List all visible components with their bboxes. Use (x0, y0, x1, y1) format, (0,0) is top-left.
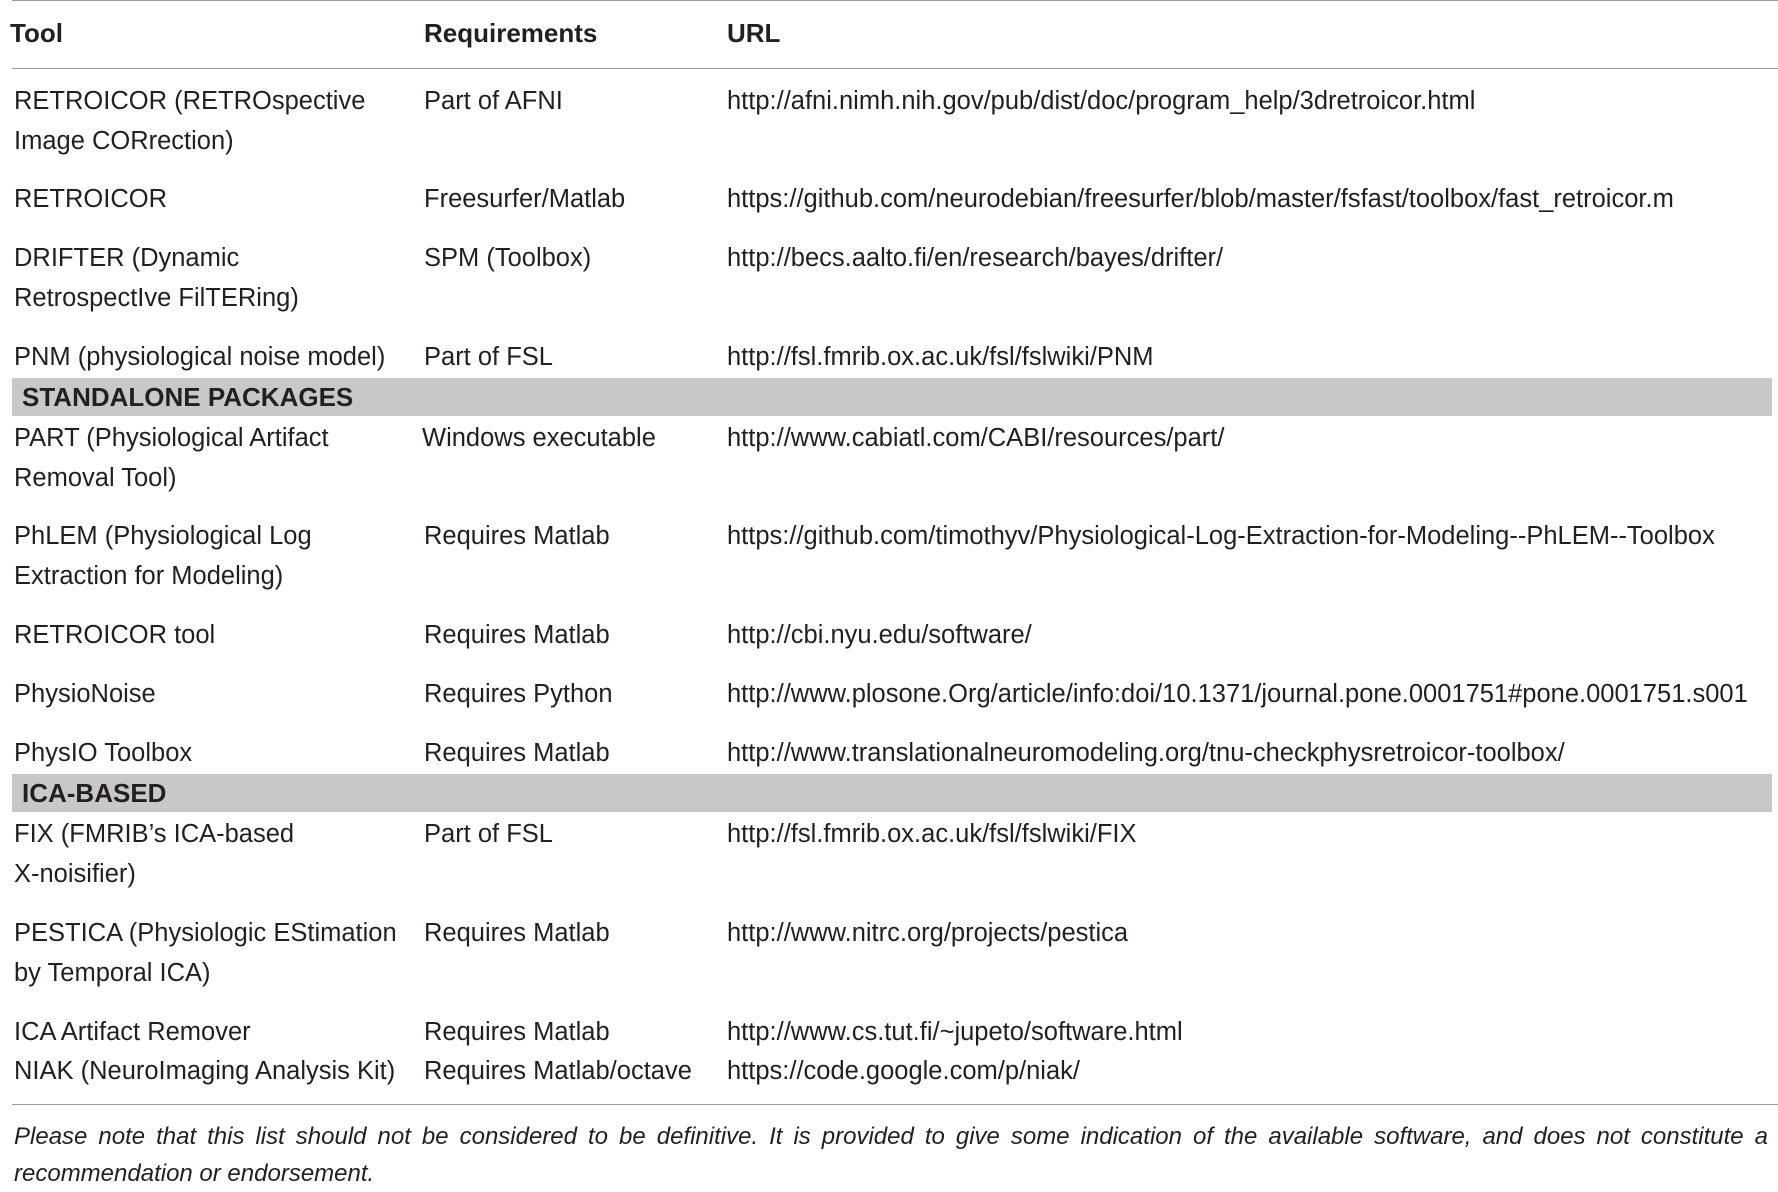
section-label: STANDALONE PACKAGES (22, 382, 354, 412)
tool-cell: NIAK (NeuroImaging Analysis Kit) (14, 1057, 396, 1085)
url-cell: https://github.com/timothyv/Physiological-Log-Extraction-for-Modeling--PhLEM--Toolbox (727, 522, 1715, 550)
tool-cell: PESTICA (Physiologic EStimation by Temporal ICA) (14, 919, 397, 987)
requirements-cell: Requires Matlab (424, 739, 610, 767)
requirements-cell: Requires Matlab (424, 522, 610, 550)
url-cell: http://www.plosone.Org/article/info:doi/10.1371/journal.pone.0001751#pone.0001751.s001 (727, 680, 1748, 708)
header-rule (12, 68, 1778, 69)
table-footnote: Please note that this list should not be considered to be definitive. It is provided to give some indication of the available software, and does not constitute a recommendation or endorsement. (14, 1123, 1768, 1187)
requirements-cell: Requires Matlab (424, 621, 610, 649)
tool-cell: RETROICOR (RETROspective Image CORrection) (14, 87, 366, 155)
requirements-cell: Requires Matlab (424, 919, 610, 947)
url-cell: https://github.com/neurodebian/freesurfer/blob/master/fsfast/toolbox/fast_retroicor.m (727, 185, 1674, 213)
table-bottom-rule (12, 1104, 1778, 1105)
column-header-tool: Tool (10, 18, 63, 48)
tool-cell: RETROICOR (14, 185, 167, 213)
requirements-cell: Part of FSL (424, 343, 553, 371)
tool-cell: PNM (physiological noise model) (14, 343, 386, 371)
tool-cell: ICA Artifact Remover (14, 1018, 251, 1046)
url-cell: http://www.cs.tut.fi/~jupeto/software.html (727, 1018, 1183, 1046)
requirements-cell: Requires Python (424, 680, 613, 708)
column-header-requirements: Requirements (424, 18, 598, 48)
url-cell: http://www.cabiatl.com/CABI/resources/part/ (727, 424, 1225, 452)
requirements-cell: SPM (Toolbox) (424, 244, 592, 272)
section-label: ICA-BASED (22, 778, 167, 808)
tool-cell: PhysIO Toolbox (14, 739, 193, 767)
requirements-cell: Freesurfer/Matlab (424, 185, 626, 213)
tool-cell: PhLEM (Physiological Log Extraction for Modeling) (14, 522, 312, 590)
tool-cell: PhysioNoise (14, 680, 156, 708)
column-header-url: URL (727, 18, 781, 48)
url-cell: http://www.nitrc.org/projects/pestica (727, 919, 1129, 947)
url-cell: http://fsl.fmrib.ox.ac.uk/fsl/fslwiki/FIX (727, 820, 1137, 848)
requirements-cell: Part of FSL (424, 820, 553, 848)
url-cell: http://becs.aalto.fi/en/research/bayes/drifter/ (727, 244, 1224, 272)
section-header-standalone (12, 378, 1772, 416)
tool-cell: FIX (FMRIB’s ICA-based X-noisifier) (14, 820, 295, 888)
requirements-cell: Requires Matlab (424, 1018, 610, 1046)
url-cell: http://www.translationalneuromodeling.org/tnu-checkphysretroicor-toolbox/ (727, 739, 1565, 767)
requirements-cell: Requires Matlab/octave (424, 1057, 692, 1085)
url-cell: http://afni.nimh.nih.gov/pub/dist/doc/program_help/3dretroicor.html (727, 87, 1476, 115)
url-cell: http://cbi.nyu.edu/software/ (727, 621, 1032, 649)
requirements-cell: Windows executable (422, 424, 656, 452)
table-top-rule (12, 0, 1778, 1)
url-cell: http://fsl.fmrib.ox.ac.uk/fsl/fslwiki/PNM (727, 343, 1154, 371)
tool-cell: RETROICOR tool (14, 621, 216, 649)
tool-cell: DRIFTER (Dynamic RetrospectIve FilTERing) (14, 244, 299, 312)
requirements-cell: Part of AFNI (424, 87, 563, 115)
section-header-ica (12, 774, 1772, 812)
url-cell: https://code.google.com/p/niak/ (727, 1057, 1080, 1085)
tool-cell: PART (Physiological Artifact Removal Tool) (14, 424, 329, 492)
